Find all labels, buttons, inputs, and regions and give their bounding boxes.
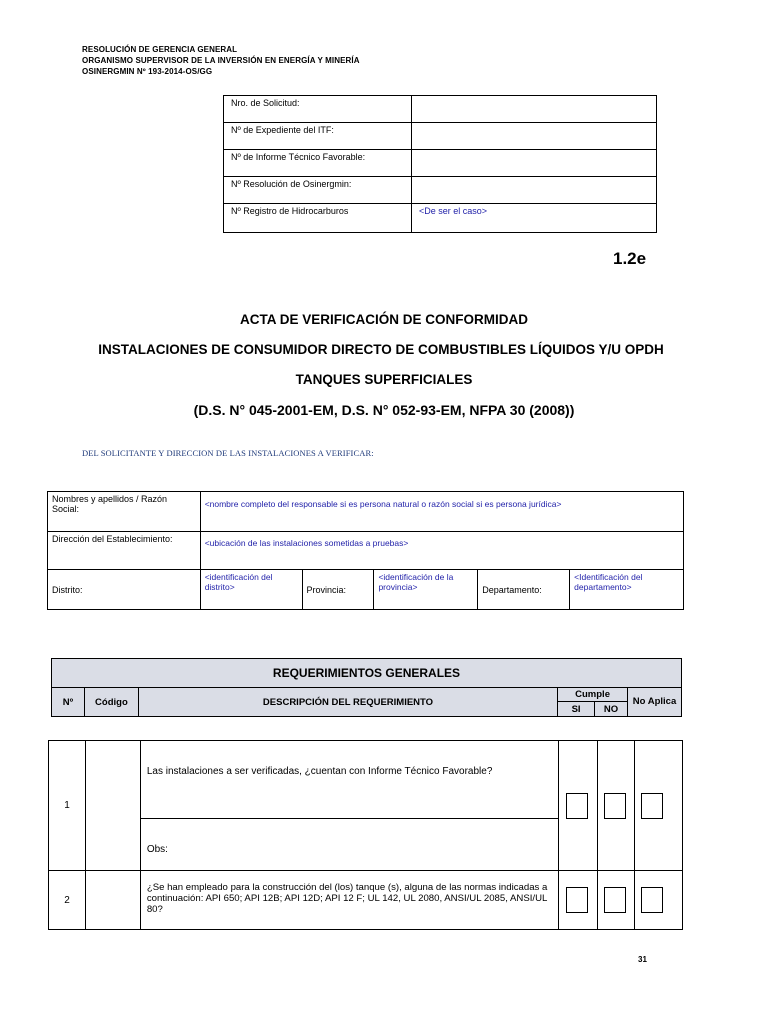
- observations-field[interactable]: Obs:: [140, 819, 558, 871]
- department-field[interactable]: <Identificación del departamento>: [570, 570, 684, 610]
- requirement-number: 1: [49, 741, 86, 871]
- info-row: [224, 177, 657, 204]
- info-row: [224, 150, 657, 177]
- na-checkbox[interactable]: [641, 887, 663, 913]
- address-field[interactable]: <ubicación de las instalaciones sometidas a pruebas>: [200, 532, 683, 570]
- requirements-title-row: [52, 659, 682, 688]
- info-label: Nro. de Solicitud:: [224, 96, 412, 123]
- section-label: DEL SOLICITANTE Y DIRECCION DE LAS INSTALACIONES A VERIFICAR:: [82, 448, 374, 458]
- document-subtitle-2: TANQUES SUPERFICIALES: [295, 372, 473, 387]
- name-label: Nombres y apellidos / Razón Social:: [48, 492, 201, 532]
- requirement-number: 2: [49, 871, 86, 930]
- info-value-field[interactable]: [412, 96, 657, 123]
- name-field[interactable]: <nombre completo del responsable si es persona natural o razón social si es persona jurídica>: [200, 492, 683, 532]
- header-line-2: ORGANISMO SUPERVISOR DE LA INVERSIÓN EN ENERGÍA Y MINERÍA: [82, 56, 360, 65]
- requirement-code: [85, 871, 140, 930]
- si-cell: [559, 741, 598, 871]
- info-label: Nº de Informe Técnico Favorable:: [224, 150, 412, 177]
- col-number-header: Nº: [52, 688, 85, 717]
- document-subtitle: INSTALACIONES DE CONSUMIDOR DIRECTO DE COMBUSTIBLES LÍQUIDOS Y/U OPDH: [98, 342, 664, 357]
- applicant-location-row: [48, 570, 684, 610]
- si-cell: [559, 871, 598, 930]
- no-checkbox[interactable]: [604, 793, 626, 819]
- applicant-name-row: [48, 492, 684, 532]
- form-code: 1.2e: [613, 249, 647, 268]
- info-label: Nº Registro de Hidrocarburos: [224, 204, 412, 233]
- requirements-title: REQUERIMIENTOS GENERALES: [52, 659, 682, 688]
- col-code-header: Código: [84, 688, 138, 717]
- requirements-table: [48, 740, 683, 930]
- department-label: Departamento:: [478, 570, 570, 610]
- applicant-address-row: [48, 532, 684, 570]
- page-number: 31: [638, 955, 647, 964]
- na-cell: [635, 741, 683, 871]
- legal-references: (D.S. N° 045-2001-EM, D.S. N° 052-93-EM, NFPA 30 (2008)): [193, 402, 575, 418]
- district-label: Distrito:: [48, 570, 201, 610]
- address-label: Dirección del Establecimiento:: [48, 532, 201, 570]
- header-line-3: OSINERGMIN Nº 193-2014-OS/GG: [82, 67, 213, 76]
- info-row: [224, 204, 657, 233]
- col-si-header: SI: [558, 702, 595, 717]
- document-title: ACTA DE VERIFICACIÓN DE CONFORMIDAD: [240, 312, 528, 327]
- col-cumple-header: Cumple: [558, 688, 628, 702]
- si-checkbox[interactable]: [566, 793, 588, 819]
- requirement-description: Las instalaciones a ser verificadas, ¿cuentan con Informe Técnico Favorable?: [140, 741, 558, 819]
- info-value-field[interactable]: [412, 150, 657, 177]
- requirements-header-table: [51, 658, 682, 717]
- info-row: [224, 96, 657, 123]
- requirement-description: ¿Se han empleado para la construcción del (los) tanque (s), alguna de las normas indicadas a continuación: API 650; API 12B; API 12D; API 12 F; UL 142, UL 2080, ANSI/UL 2085, ANSI/UL 80?: [140, 871, 558, 930]
- province-field[interactable]: <identificación de la provincia>: [374, 570, 478, 610]
- applicant-table: [47, 491, 684, 610]
- no-cell: [598, 871, 635, 930]
- info-table: [223, 95, 657, 233]
- table-row: [49, 741, 683, 819]
- no-checkbox[interactable]: [604, 887, 626, 913]
- header-line-1: RESOLUCIÓN DE GERENCIA GENERAL: [82, 45, 238, 54]
- info-label: Nº de Expediente del ITF:: [224, 123, 412, 150]
- province-label: Provincia:: [302, 570, 374, 610]
- info-value-field[interactable]: [412, 177, 657, 204]
- col-no-header: NO: [595, 702, 628, 717]
- col-description-header: DESCRIPCIÓN DEL REQUERIMIENTO: [138, 688, 557, 717]
- col-no-aplica-header: No Aplica: [628, 688, 682, 717]
- requirements-columns-row: [52, 688, 682, 702]
- info-value-field[interactable]: <De ser el caso>: [412, 204, 657, 233]
- requirement-code: [85, 741, 140, 871]
- no-cell: [598, 741, 635, 871]
- info-label: Nº Resolución de Osinergmin:: [224, 177, 412, 204]
- info-row: [224, 123, 657, 150]
- document-header: [82, 44, 360, 77]
- district-field[interactable]: <identificación del distrito>: [200, 570, 302, 610]
- na-checkbox[interactable]: [641, 793, 663, 819]
- table-row: [49, 871, 683, 930]
- na-cell: [635, 871, 683, 930]
- si-checkbox[interactable]: [566, 887, 588, 913]
- info-value-field[interactable]: [412, 123, 657, 150]
